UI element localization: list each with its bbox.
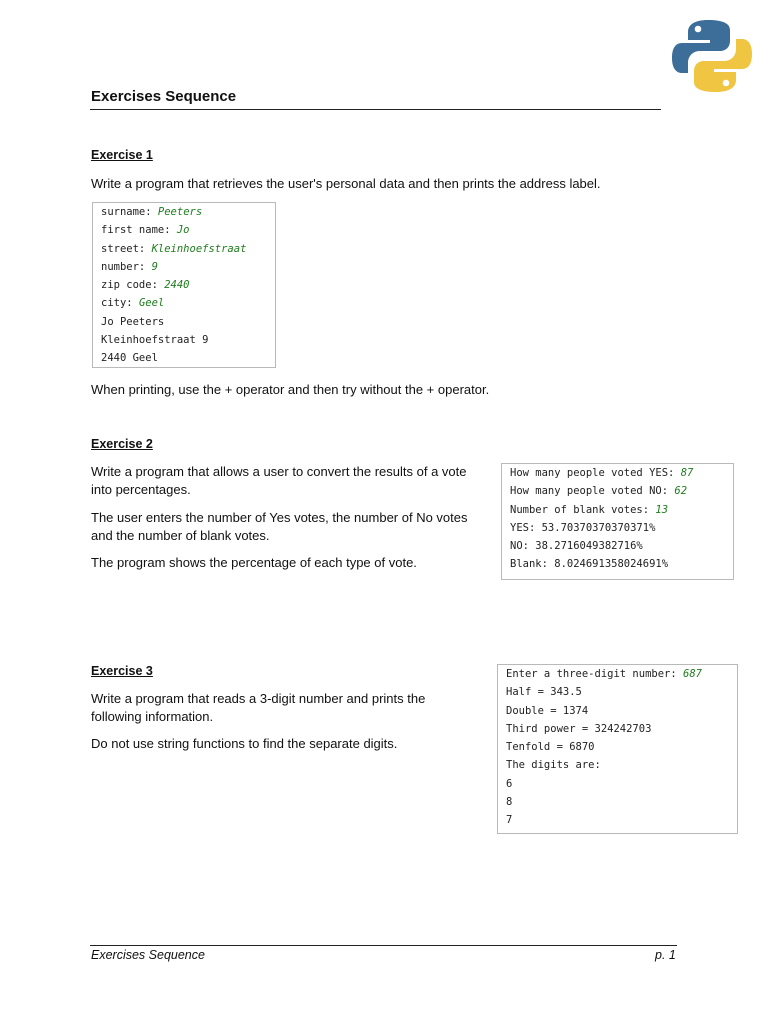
exercise-2-description: Write a program that allows a user to convert the results of a vote into percentages. <box>91 464 467 497</box>
footer-divider <box>90 945 677 946</box>
console-line: first name: Jo <box>101 224 190 237</box>
exercise-2-output-description: The program shows the percentage of each type of vote. <box>91 555 417 570</box>
console-line: zip code: 2440 <box>101 279 190 292</box>
exercise-3-heading: Exercise 3 <box>91 664 153 678</box>
console-line: YES: 53.70370370370371% <box>510 521 656 534</box>
exercise-1-heading: Exercise 1 <box>91 148 153 162</box>
console-line: 6 <box>506 777 513 790</box>
console-line: Third power = 324242703 <box>506 722 652 735</box>
console-line: Double = 1374 <box>506 704 589 717</box>
document-title: Exercises Sequence <box>91 88 237 105</box>
python-logo-icon <box>672 18 752 94</box>
console-line: 7 <box>506 814 513 827</box>
exercise-1-description: Write a program that retrieves the user's personal data and then prints the address label. <box>91 176 601 191</box>
console-line: Blank: 8.024691358024691% <box>510 558 669 571</box>
exercise-3-constraint: Do not use string functions to find the separate digits. <box>91 736 398 751</box>
footer-title: Exercises Sequence <box>91 948 205 962</box>
exercise-3-description: Write a program that reads a 3-digit number and prints the following information. <box>91 691 426 724</box>
console-line: Number of blank votes: 13 <box>510 503 669 516</box>
console-line: Tenfold = 6870 <box>506 741 595 754</box>
console-line: Jo Peeters <box>101 315 165 328</box>
console-line: How many people voted YES: 87 <box>510 467 694 479</box>
page-number: p. 1 <box>655 948 676 962</box>
console-line: NO: 38.2716049382716% <box>510 540 643 553</box>
exercise-1-note: When printing, use the + operator and then try without the + operator. <box>91 382 490 397</box>
exercise-2-heading: Exercise 2 <box>91 437 153 451</box>
console-line: Kleinhoefstraat 9 <box>101 334 209 347</box>
console-line: 2440 Geel <box>101 352 158 365</box>
console-line: city: Geel <box>101 297 165 310</box>
console-line: number: 9 <box>101 260 158 273</box>
console-line: surname: Peeters <box>101 206 203 218</box>
console-line: 8 <box>506 796 513 809</box>
console-line: street: Kleinhoefstraat <box>101 242 247 255</box>
title-divider <box>90 109 661 110</box>
exercise-1-console-output <box>92 202 276 368</box>
console-line: How many people voted NO: 62 <box>510 485 688 498</box>
console-line: Enter a three-digit number: 687 <box>506 668 702 680</box>
console-line: The digits are: <box>506 759 601 772</box>
console-line: Half = 343.5 <box>506 686 582 699</box>
exercise-3-console-output <box>497 664 738 834</box>
exercise-2-console-output <box>501 463 734 580</box>
exercise-2-input-description: The user enters the number of Yes votes, the number of No votes and the number of blank votes. <box>91 510 468 543</box>
